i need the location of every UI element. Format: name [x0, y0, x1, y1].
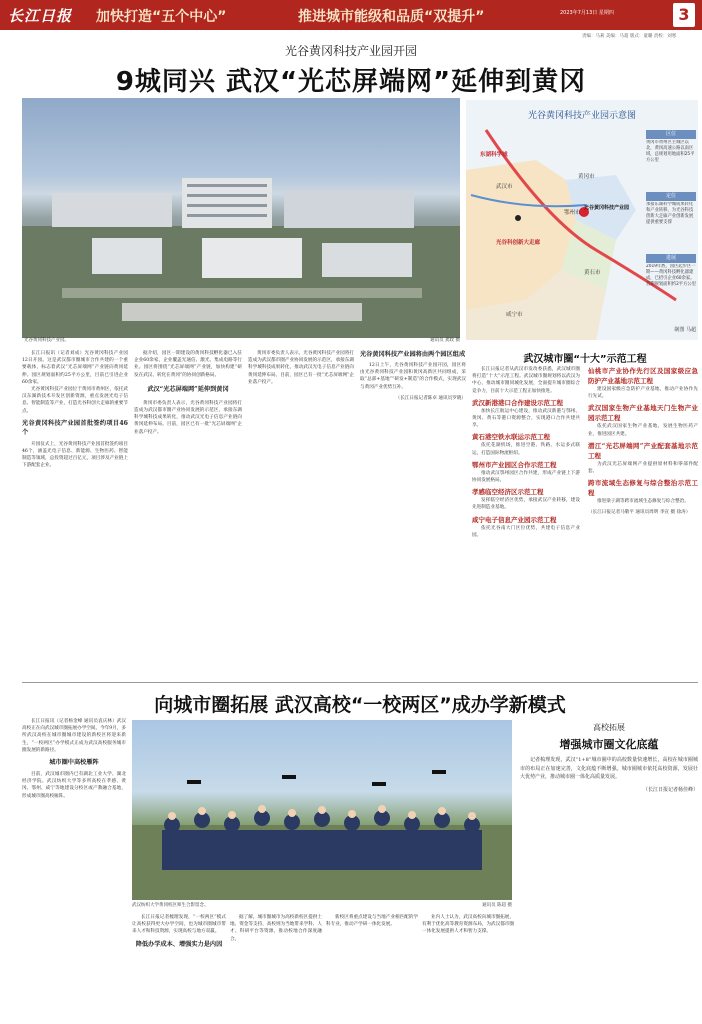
section2-headline: 向城市圈拓展 武汉高校“一校两区”成办学新模式: [154, 694, 566, 716]
legend-position-body: 承接东湖科学城成果转化和产业转移，为光谷科技创新大走廊产业创新发展提供重要支撑: [646, 202, 694, 225]
masthead-slogan-a: 加快打造“五个中心”: [96, 9, 227, 25]
sidebar-item-8-title: 潜江“光芯屏端网”产业配套基地示范工程: [588, 441, 698, 460]
right-paragraph: 记者梳理发现，武汉“1+8”城市圈中的高校数量快速增长，高校在城市圈城市的布局正在加速完善，文化底蕴不断增强。城市圈城市依托高校资源，发展壮大优势产业，推动城市圈一体化高质量发展。: [520, 757, 698, 780]
park-map: [466, 100, 698, 340]
legend-location-body: 黄冈市黄州区主城区以北，黄冈高速公路以南区域，总规划用地面积25平方公里: [646, 140, 695, 163]
right-kicker: 高校拓展: [593, 723, 625, 732]
section2-paragraph-1: 长江日报讯（记者杨金峰 通讯员袁庆林）武汉高校正在向武汉城市圈拓展办学空间。今年9月，多所武汉高校在城市圈城市建设的新校区将迎来新生，“一校两区”办学模式正成为武汉高校服务城市圈发展的新路径。: [22, 719, 126, 753]
sidebar-item-2-desc: 依托花湖机场，推进空港、铁路、水运多式联运，打造国际物流枢纽。: [472, 443, 580, 456]
sidebar-item-4-desc: 发挥临空经济区优势，承接武汉产业转移，建设先进制造业基地。: [472, 498, 580, 511]
map-label-xianning: 咸宁市: [506, 312, 523, 318]
sidebar-item-7-desc: 依托武汉国家生物产业基地，发展生物医药产业，推进园区共建。: [588, 424, 698, 437]
sidebar-item-5-title: 咸宁电子信息产业园示范工程: [472, 515, 557, 524]
section2-col-left: [22, 718, 126, 1018]
page-number-badge: [673, 3, 695, 27]
col2-subhead: 武汉“光芯屏端网”延伸到黄冈: [147, 385, 229, 393]
sidebar-intro: 长江日报记者从武汉市发改委获悉，武汉城市圈将打造“十大”示范工程。武汉城市圈规划将以武汉为中心，推动城市圈同城化发展，全面提升城市圈综合竞争力，目前十大示范工程正加快推进。: [472, 367, 580, 394]
sidebar-item-4-title: 孝感临空经济区示范工程: [472, 488, 544, 497]
section2-col-mid2: [230, 914, 322, 1020]
right-credit: （长江日报记者杨佳峰）: [642, 786, 698, 793]
col3-paragraph-1: 黄冈市委负责人表示，光谷黄冈科技产业园将打造成为武汉都市圈产业协同发展的示范区，承接东湖科学城科技成果转化，推动武汉光电子信息产业链向黄冈延伸布局。目前，园区已有一批“光芯屏端网”企业落户投产。: [248, 351, 354, 385]
sidebar-ten-projects: [472, 350, 698, 675]
section2-subhead-2: 降低办学成本、增强实力是内因: [135, 940, 223, 948]
lead-headline: 9城同兴 武汉“光芯屏端网”延伸到黄冈: [115, 67, 587, 97]
sidebar-item-6-title: 仙桃市产业协作先行区及国家级应急防护产业基地示范工程: [588, 367, 698, 385]
section2-mid-paragraph-2: 据了解，城市圈城市为高校新校区提供土地、资金等支持，高校则为当地带来学科、人才、科研平台等资源，推动校地合作深度融合。: [230, 915, 322, 942]
lead-photo: [22, 98, 460, 338]
map-label-park: 光谷黄冈科技产业园: [584, 205, 630, 211]
sidebar-item-3-desc: 推动武汉鄂州园区合作共建，形成产业链上下游协同发展格局。: [472, 470, 580, 484]
sidebar-item-3-title: 鄂州市产业园区合作示范工程: [472, 460, 557, 469]
credits-line: 责编：马莉 美编：马超 版式：童璐 责校：刘寒: [582, 34, 677, 39]
right-title: 增强城市圈文化底蕴: [559, 738, 659, 751]
lead-body-col4: [360, 350, 466, 560]
sidebar-item-5-desc: 依托光谷南大门区位优势，共建电子信息产业园。: [472, 525, 580, 538]
masthead: [0, 0, 702, 30]
lead-paragraph-1: 长江日报讯（记者刘成）光谷黄冈科技产业园12日开园。这是武汉都市圈城市合作共建的一个重要载体，标志着武汉“光芯屏端网”产业链向黄冈延伸。园区规划面积约25平方公里，目前已引进企业60余家。: [22, 351, 128, 385]
masthead-logo: 长江日报: [8, 7, 73, 25]
legend-location-head: 区位: [646, 130, 696, 139]
map-label-huanggang: 黄冈市: [578, 174, 595, 180]
map-label-huangshi: 黄石市: [584, 270, 601, 276]
map-label-wuhan: 武汉市: [496, 184, 513, 190]
map-label-east-lake: 东湖科学城: [480, 152, 508, 158]
masthead-slogan-b: 推进城市能级和品质“双提升”: [298, 9, 485, 25]
legend-progress-head: 进展: [646, 254, 696, 263]
map-credit: 制图 马超: [674, 327, 696, 333]
sidebar-item-8-desc: 为武汉光芯屏端网产业提供原材料和零部件配套。: [588, 461, 698, 475]
lead-paragraph-2: 光谷黄冈科技产业园位于黄冈市黄州区，依托武汉东湖新技术开发区创新资源，重点发展光电子信息、智能制造等产业，打造光谷科创大走廊的重要节点。: [22, 387, 128, 414]
lead-body-col1: [22, 350, 128, 560]
right-body: [520, 756, 698, 1016]
page-number: 3: [678, 5, 690, 24]
graduation-photo: [132, 720, 512, 900]
section2-right-sidebar: [520, 718, 698, 1018]
lead-subhead-1: 光谷黄冈科技产业园首批签约项目46个: [22, 419, 128, 436]
section2-col-mid4: [422, 914, 514, 1020]
col4-subhead: 光谷黄冈科技产业园将由两个园区组成: [360, 351, 466, 358]
section2-mid-paragraph-4: 业内人士认为，武汉高校向城市圈拓展，有利于优化高等教育资源布局，为武汉都市圈一体化发展提供人才和智力支撑。: [422, 915, 514, 935]
sidebar-item-7-title: 武汉国家生物产业基地天门生物产业园示范工程: [588, 404, 698, 423]
legend-progress-body: 2019年底，园区起步区一期——黄冈科技孵化器建成，已招引企业60余家。首期规划面积约2平方公里: [646, 264, 696, 287]
col4-credit: （长江日报记者陈卓 通讯员罗晓）: [395, 395, 466, 401]
col2-paragraph-2: 黄冈市委负责人表示，光谷黄冈科技产业园将打造成为武汉都市圈产业协同发展的示范区，承接东湖科学城科技成果转化，推动武汉光电子信息产业链向黄冈延伸布局。目前，园区已有一批“光芯屏端网”企业落户投产。: [134, 400, 242, 435]
col4-paragraph-1: 12日上午，光谷黄冈科技产业园开园，园区将由光谷黄冈科技产业园和黄冈高新区共同组成，采取“总部+基地”“研发+制造”的合作模式，实现武汉与黄冈产业优势互补。: [360, 363, 466, 390]
section-divider: [22, 682, 698, 683]
graduation-photo-credit: 通讯员 陈超 摄: [482, 903, 512, 908]
section2-mid-paragraph-3: 新校区将重点建设与当地产业相匹配的学科专业，推动产学研一体化发展。: [326, 915, 418, 928]
section2-col-mid1: [132, 914, 226, 1020]
section2-subhead-1: 城市圈中高校雁阵: [49, 759, 99, 767]
section2-paragraph-2: 目前，武汉城市圈内已有湖北工业大学、湖北经济学院、武汉纺织大学等多所高校在孝感、黄冈、鄂州、咸宁等地建设分校区或产教融合基地，形成城市圈高校雁阵。: [22, 772, 126, 799]
map-label-corridor: 光谷科创新大走廊: [496, 240, 541, 246]
section2-mid-paragraph-1: 长江日报记者梳理发现，“一校两区”模式让高校获得更大办学空间，也为城市圈城市带来人才和科技资源，实现高校与地方双赢。: [132, 915, 226, 935]
sidebar-item-6-desc: 建设国家级应急防护产业基地，推动产业协作先行先试。: [588, 387, 698, 400]
graduation-crowd-illustration: [132, 720, 512, 900]
lead-photo-caption: 光谷黄冈科技产业园。: [24, 338, 69, 343]
section2-col-mid3: [326, 914, 418, 1020]
map-title: 光谷黄冈科技产业园示意图: [527, 111, 636, 121]
sidebar-title: 武汉城市圈“十大”示范工程: [523, 354, 647, 365]
lead-photo-credit: 通讯员 龚政 摄: [430, 338, 460, 343]
graduation-photo-caption: 武汉纺织大学黄冈校区师生合影留念。: [132, 903, 209, 908]
map-label-ezhou: 鄂州市: [564, 210, 581, 216]
legend-position-head: 定位: [646, 192, 696, 201]
sidebar-item-9-desc: 推进梁子湖等跨市流域生态修复与综合整治。: [597, 499, 689, 505]
sidebar-item-2-title: 黄石港空铁水联运示范工程: [472, 433, 550, 442]
lead-kicker: 光谷黄冈科技产业园开园: [284, 44, 417, 58]
map-legend: [646, 130, 696, 320]
lead-body-col2: [134, 350, 242, 560]
sidebar-col-left: [472, 366, 580, 671]
sidebar-item-1-title: 武汉新港港口合作建设示范工程: [472, 398, 563, 407]
lead-body-col3: [248, 350, 354, 560]
sidebar-item-1-desc: 加快长江航运中心建设，推动武汉新港与鄂州、黄冈、黄石等港口资源整合，实现港口合作共建共享。: [472, 408, 580, 429]
sidebar-item-9-title: 跨市流域生态修复与综合整治示范工程: [588, 479, 698, 498]
sidebar-credit: （长江日报记者马敬平 通讯员周明 李宣 摄 徐涛）: [588, 510, 691, 516]
sidebar-col-right: [588, 366, 698, 671]
masthead-date: 2023年7月13日 星期四: [560, 10, 614, 16]
lead-paragraph-3: 开园仪式上，光谷黄冈科技产业园首批签约项目46个，涵盖光电子信息、新能源、生物医药、智能制造等领域，总投资超过百亿元，项目涉及产业链上下游配套企业。: [22, 441, 128, 469]
col2-paragraph-1: 据介绍，园区一期建设的黄冈科技孵化器已入驻企业60余家，企业覆盖光通信、激光、集成电路等行业。园区将围绕“光芯屏端网”产业链，加快构建“研发在武汉、转化在黄冈”的协同创新格局。: [134, 351, 242, 378]
park-buildings-illustration: [22, 98, 460, 338]
